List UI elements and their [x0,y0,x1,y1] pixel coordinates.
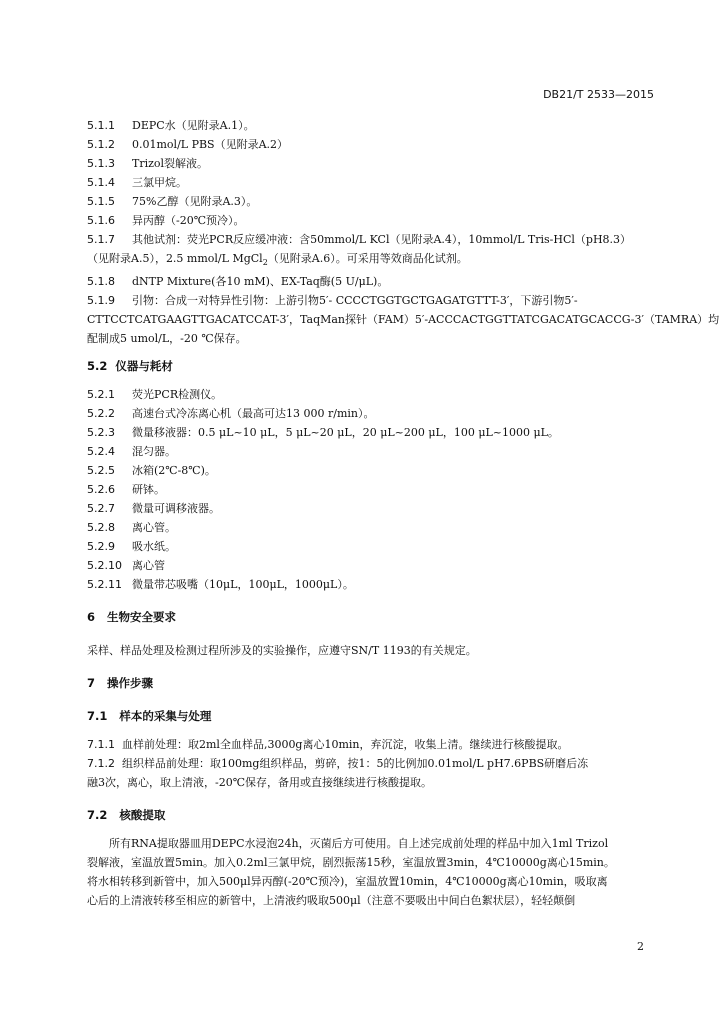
clause-text: 吸水纸。 [132,540,176,554]
clause-text: 离心管。 [132,521,176,535]
clause-7-1-1 [87,735,661,754]
clause-number: 7.1.1 [87,738,115,752]
clause-text: 75%乙醇（见附录A.3）。 [132,195,258,208]
section-number: 6 [87,610,96,625]
clause-number: 5.2.2 [87,407,115,421]
section-heading-7-2 [87,806,661,825]
clause-text: dNTP Mixture(各10 mM)、EX-Taq酶(5 U/μL)。 [132,275,389,289]
page-number: 2 [637,940,644,953]
instrument-item [87,423,661,442]
section-title: 样本的采集与处理 [119,709,212,724]
clause-number: 5.2.8 [87,521,115,535]
clause-text: 微量移液器：0.5 μL~10 μL，5 μL~20 μL，20 μL~200 μL，100 μL~1000 μL。 [132,426,559,440]
paragraph-line: 所有RNA提取器皿用DEPC水浸泡24h，灭菌后方可使用。自上述完成前处理的样品中加入1ml Trizol [109,837,609,851]
instrument-item [87,556,661,575]
document-body [87,116,720,910]
clause-text: 三氯甲烷。 [132,176,187,189]
clause-number: 5.1.4 [87,176,115,189]
clause-text: （见附录A.6）。可采用等效商品化试剂。 [267,252,468,265]
instrument-item [87,537,661,556]
clause-text: 0.01mol/L PBS（见附录A.2） [132,138,289,151]
clause-5-1-7-cont [87,249,661,272]
clause-text: 微量带芯吸嘴（10μL，100μL，1000μL）。 [132,578,354,592]
clause-5-1-6 [87,211,661,230]
clause-text: Trizol裂解液。 [132,157,209,170]
clause-text: 荧光PCR检测仪。 [132,388,223,402]
clause-number: 5.2.1 [87,388,115,402]
clause-number: 5.2.5 [87,464,115,478]
section-6-text: 采样、样品处理及检测过程所涉及的实验操作，应遵守SN/T 1193的有关规定。 [87,644,477,658]
clause-text: 组织样品前处理：取100mg组织样品，剪碎，按1：5的比例加0.01mol/L pH7.6PBS研磨后冻 [122,757,589,771]
clause-5-1-2 [87,135,661,154]
section-heading-6 [87,608,661,627]
clause-number: 5.1.8 [87,275,115,289]
clause-5-1-9-cont: 配制成5 umol/L，-20 ℃保存。 [87,332,247,346]
standard-code: DB21/T 2533—2015 [543,88,654,101]
clause-text: 微量可调移液器。 [132,502,220,516]
paragraph-line: 裂解液，室温放置5min。加入0.2ml三氯甲烷，剧烈振荡15秒，室温放置3min，4℃10000g离心15min。 [87,856,615,870]
clause-5-1-8 [87,272,661,291]
section-number: 7.1 [87,709,108,724]
instrument-item [87,499,661,518]
clause-number: 5.2.4 [87,445,115,459]
clause-number: 5.1.2 [87,138,115,151]
clause-5-1-7 [87,230,661,249]
clause-number: 5.2.7 [87,502,115,516]
clause-number: 7.1.2 [87,757,115,771]
clause-5-1-9 [87,291,661,310]
section-title: 核酸提取 [119,808,166,823]
clause-text: 冰箱(2℃-8℃)。 [132,464,216,478]
clause-number: 5.2.3 [87,426,115,440]
clause-number: 5.1.3 [87,157,115,170]
section-title: 操作步骤 [107,676,154,691]
clause-text: 异丙醇（-20℃预冷）。 [132,214,245,227]
clause-number: 5.2.11 [87,578,122,592]
clause-text: 高速台式冷冻离心机（最高可达13 000 r/min）。 [132,407,375,421]
instrument-item [87,385,661,404]
clause-5-1-1 [87,116,661,135]
clause-number: 5.1.9 [87,294,115,308]
section-number: 7.2 [87,808,108,823]
clause-number: 5.1.7 [87,233,115,246]
instrument-item [87,480,661,499]
clause-5-1-5 [87,192,661,211]
clause-text: 引物：合成一对特异性引物：上游引物5′- CCCCTGGTGCTGAGATGTTT-3′，下游引物5′- [132,294,578,308]
clause-number: 5.2.6 [87,483,115,497]
section-number: 5.2 [87,359,108,374]
section-title: 生物安全要求 [107,610,177,625]
clause-text: （见附录A.5），2.5 mmol/L MgCl [87,252,263,265]
subscript: 2 [262,258,268,268]
clause-number: 5.1.1 [87,119,115,132]
clause-5-1-3 [87,154,661,173]
clause-text: DEPC水（见附录A.1）。 [132,119,255,132]
clause-number: 5.1.5 [87,195,115,208]
clause-7-1-2-cont: 融3次，离心，取上清液，-20℃保存，备用或直接继续进行核酸提取。 [87,776,433,790]
clause-text: 混匀器。 [132,445,176,459]
instrument-list [87,385,661,594]
clause-number: 5.1.6 [87,214,115,227]
clause-text: 其他试剂：荧光PCR反应缓冲液：含50mmol/L KCl（见附录A.4），10mmol/L Tris-HCl（pH8.3） [132,233,632,246]
instrument-item [87,442,661,461]
section-title: 仪器与耗材 [115,359,173,374]
clause-5-1-4 [87,173,661,192]
paragraph-line: 将水相转移到新管中，加入500μl异丙醇(-20℃预冷)，室温放置10min，4℃10000g离心10min，吸取离 [87,875,608,889]
clause-5-1-9-cont: CTTCCTCATGAAGTTGACATCCAT-3′，TaqMan探针（FAM）5′-ACCCACTGGTTATCGACATGCACCG-3′（TAMRA）均 [87,313,720,327]
section-number: 7 [87,676,96,691]
clause-text: 离心管 [132,559,165,573]
clause-7-1-2 [87,754,661,773]
instrument-item [87,575,661,594]
section-heading-7 [87,674,661,693]
instrument-item [87,518,661,537]
clause-number: 5.2.10 [87,559,122,573]
clause-number: 5.2.9 [87,540,115,554]
section-heading-7-1 [87,707,661,726]
section-heading-5-2 [87,357,661,376]
paragraph-line: 心后的上清液转移至相应的新管中，上清液约吸取500μl（注意不要吸出中间白色絮状层），轻轻颠倒 [87,894,576,908]
clause-text: 血样前处理：取2ml全血样品,3000g离心10min，弃沉淀，收集上清。继续进行核酸提取。 [122,738,569,752]
instrument-item [87,461,661,480]
instrument-item [87,404,661,423]
clause-text: 研钵。 [132,483,165,497]
